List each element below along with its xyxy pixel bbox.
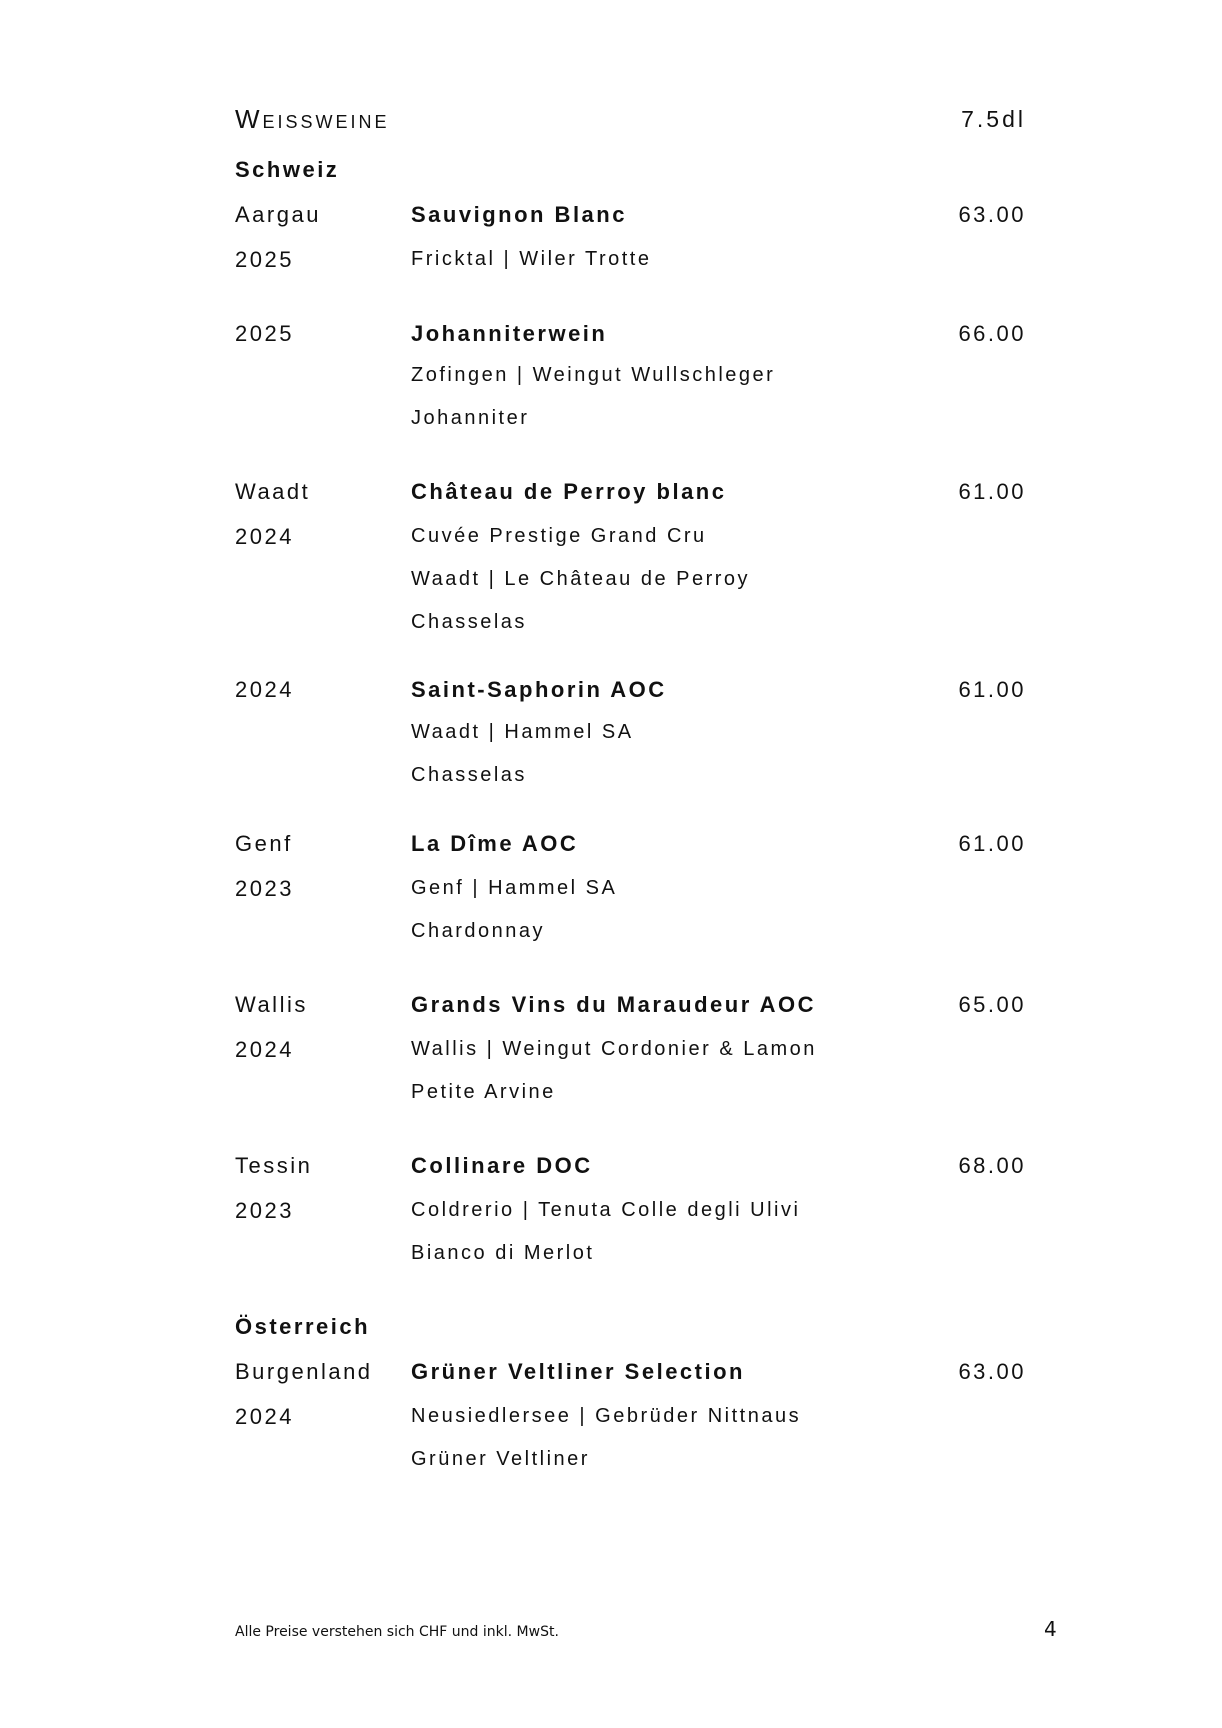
wine-region: Wallis (235, 992, 308, 1017)
wine-name: La Dîme AOC (411, 831, 579, 856)
wine-description-line: Coldrerio | Tenuta Colle degli Ulivi (411, 1199, 801, 1221)
wine-description-line: Fricktal | Wiler Trotte (411, 248, 652, 270)
wine-description-line: Zofingen | Weingut Wullschleger (411, 364, 776, 386)
wine-region: Genf (235, 831, 293, 856)
wine-description-line: Chardonnay (411, 920, 545, 942)
wine-name: Grüner Veltliner Selection (411, 1359, 745, 1384)
wine-vintage: 2023 (235, 876, 294, 901)
wine-description-line: Waadt | Le Château de Perroy (411, 568, 751, 590)
wine-description-line: Neusiedlersee | Gebrüder Nittnaus (411, 1405, 802, 1427)
wine-vintage: 2024 (235, 1404, 294, 1429)
wine-description-line: Chasselas (411, 764, 527, 786)
wine-vintage: 2025 (235, 247, 294, 272)
wine-description-line: Bianco di Merlot (411, 1242, 595, 1264)
bottle-size-label: 7.5dl (961, 106, 1026, 132)
wine-price: 68.00 (958, 1153, 1026, 1178)
wine-description-line: Waadt | Hammel SA (411, 721, 634, 743)
wine-price: 61.00 (958, 677, 1026, 702)
wine-name: Collinare DOC (411, 1153, 593, 1178)
wine-name: Sauvignon Blanc (411, 202, 627, 227)
wine-price: 61.00 (958, 831, 1026, 856)
price-note: Alle Preise verstehen sich CHF und inkl. MwSt. (235, 1624, 559, 1640)
wine-name: Saint-Saphorin AOC (411, 677, 667, 702)
page-number: 4 (1044, 1617, 1057, 1641)
wine-vintage: 2025 (235, 321, 294, 346)
wine-price: 63.00 (958, 202, 1026, 227)
wine-description-line: Cuvée Prestige Grand Cru (411, 525, 707, 547)
wine-description-line: Genf | Hammel SA (411, 877, 618, 899)
wine-description-line: Wallis | Weingut Cordonier & Lamon (411, 1038, 817, 1060)
wine-region: Aargau (235, 202, 321, 227)
section-title: Weissweine (235, 104, 390, 134)
wine-price: 65.00 (958, 992, 1026, 1017)
wine-region: Waadt (235, 479, 311, 504)
country-heading-oesterreich: Österreich (235, 1314, 371, 1339)
wine-price: 61.00 (958, 479, 1026, 504)
wine-vintage: 2024 (235, 524, 294, 549)
wine-price: 66.00 (958, 321, 1026, 346)
wine-vintage: 2024 (235, 1037, 294, 1062)
wine-description-line: Petite Arvine (411, 1081, 556, 1103)
country-heading-schweiz: Schweiz (235, 157, 340, 182)
wine-description-line: Johanniter (411, 407, 530, 429)
wine-region: Burgenland (235, 1359, 373, 1384)
wine-vintage: 2024 (235, 677, 294, 702)
wine-description-line: Chasselas (411, 611, 527, 633)
wine-description-line: Grüner Veltliner (411, 1448, 590, 1470)
wine-name: Grands Vins du Maraudeur AOC (411, 992, 816, 1017)
wine-name: Johanniterwein (411, 321, 608, 346)
wine-region: Tessin (235, 1153, 313, 1178)
wine-name: Château de Perroy blanc (411, 479, 727, 504)
wine-price: 63.00 (958, 1359, 1026, 1384)
wine-vintage: 2023 (235, 1198, 294, 1223)
